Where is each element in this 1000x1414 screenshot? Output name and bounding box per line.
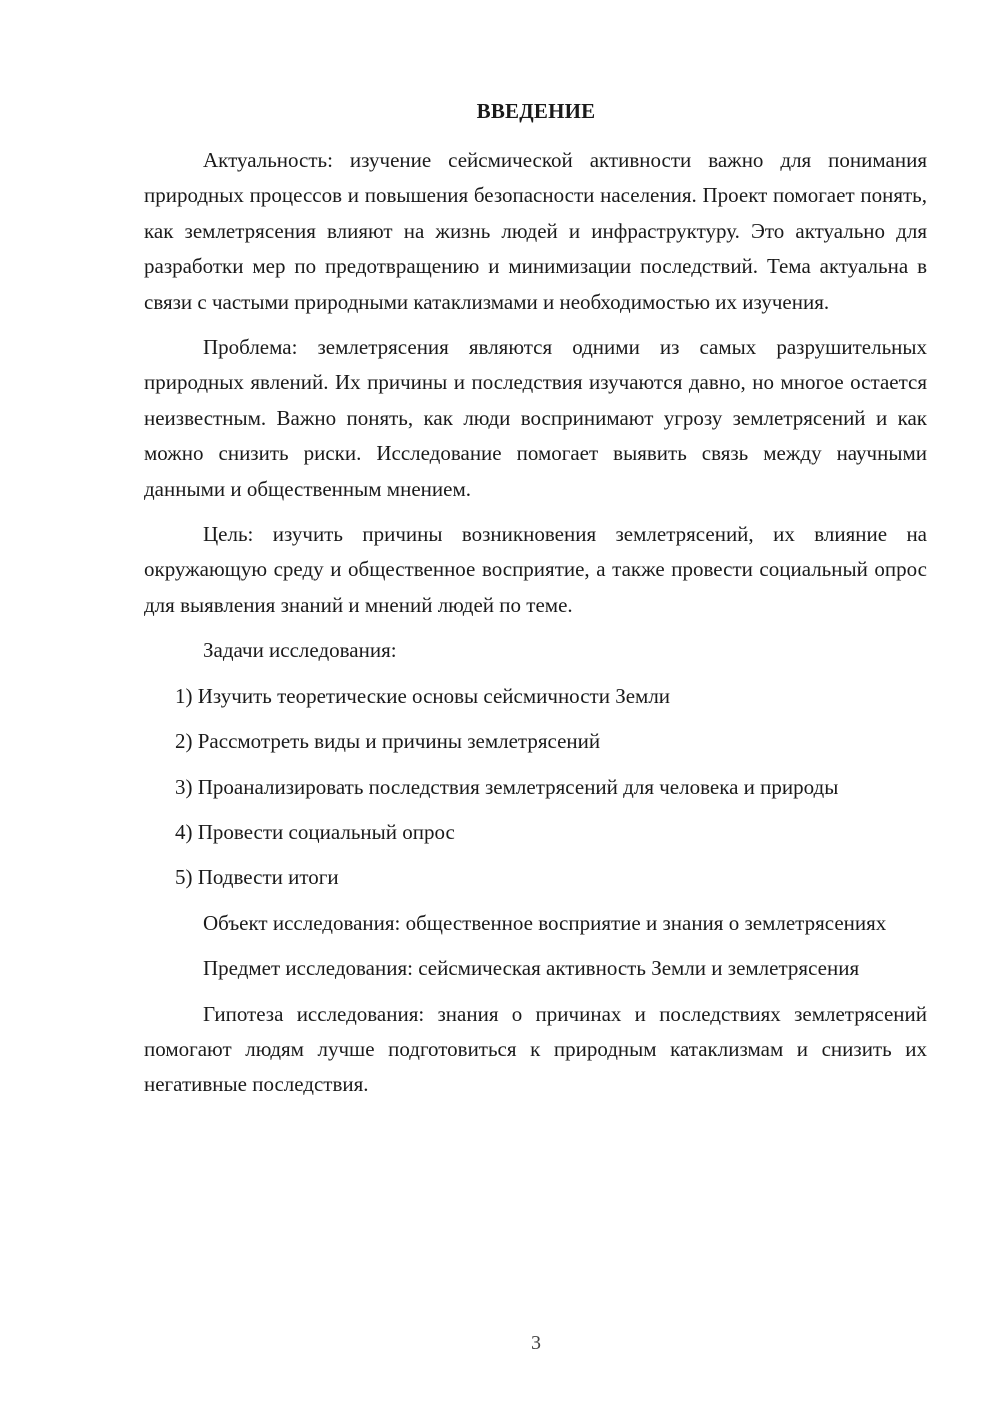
page-number: 3: [531, 1332, 541, 1354]
task-item-5: 5) Подвести итоги: [175, 865, 339, 890]
relevance-paragraph: Актуальность: изучение сейсмической активности важно для понимания природных процессов и повышения безопасности населения. Проект помогает понять, как землетрясения влияют на жизнь людей и инфраструктуру. Это актуально для разработки мер по предотвращению и минимизации последствий. Тема актуальна в связи с частыми природными катаклизмами и необходимостью их изучения.: [144, 148, 927, 314]
task-item-2: 2) Рассмотреть виды и причины землетрясений: [175, 729, 601, 754]
subject-paragraph: Предмет исследования: сейсмическая активность Земли и землетрясения: [203, 956, 860, 981]
task-item-3: 3) Проанализировать последствия землетрясений для человека и природы: [175, 774, 839, 799]
hypothesis-paragraph: Гипотеза исследования: знания о причинах и последствиях землетрясений помогают людям лучше подготовиться к природным катаклизмам и снизить их негативные последствия.: [144, 1001, 927, 1097]
task-item-4: 4) Провести социальный опрос: [175, 819, 455, 844]
goal-paragraph: Цель: изучить причины возникновения землетрясений, их влияние на окружающую среду и общественное восприятие, а также провести социальный опрос для выявления знаний и мнений людей по теме.: [144, 522, 927, 617]
problem-paragraph: Проблема: землетрясения являются одними из самых разрушительных природных явлений. Их причины и последствия изучаются давно, но многое остается неизвестным. Важно понять, как люди воспринимают угрозу землетрясений и как можно снизить риски. Исследование помогает выявить связь между научными данными и общественным мнением.: [144, 335, 927, 501]
object-paragraph: Объект исследования: общественное восприятие и знания о землетрясениях: [203, 910, 887, 935]
document-body: [144, 143, 927, 1113]
section-title: ВВЕДЕНИЕ: [476, 99, 596, 123]
tasks-heading: Задачи исследования:: [203, 638, 397, 663]
task-item-1: 1) Изучить теоретические основы сейсмичности Земли: [175, 683, 671, 708]
